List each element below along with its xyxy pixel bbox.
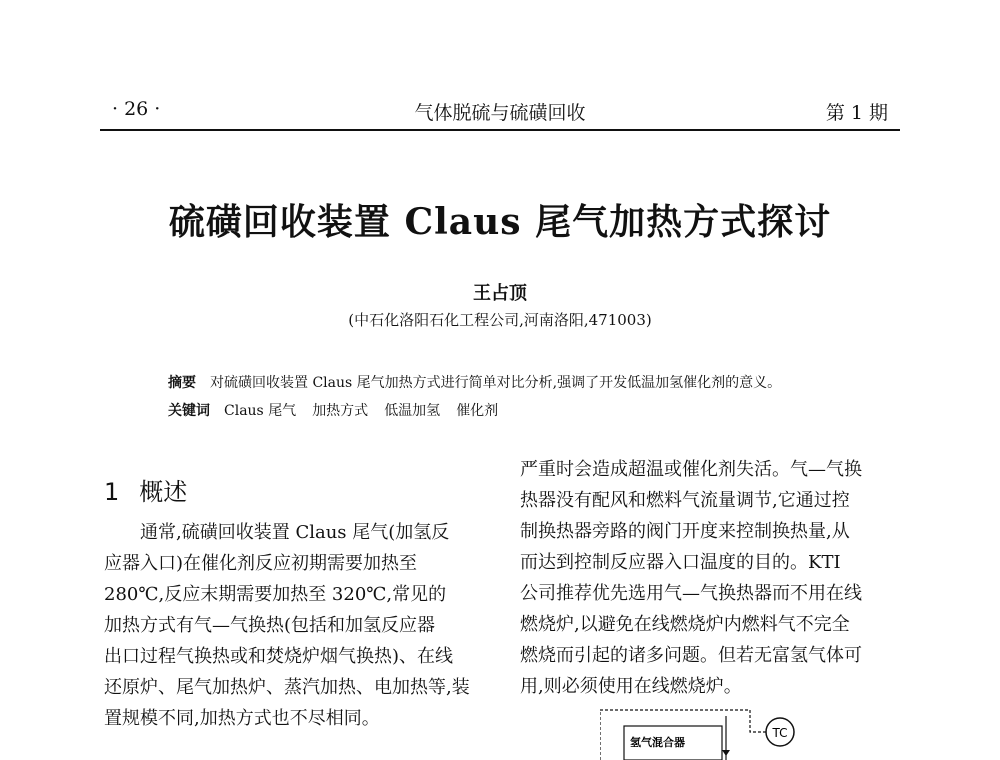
keyword: 低温加氢: [384, 403, 441, 419]
process-diagram: [600, 704, 820, 760]
keyword: 加热方式: [312, 403, 369, 419]
affiliation: (中石化洛阳石化工程公司,河南洛阳,471003): [348, 311, 652, 329]
section-heading: [104, 472, 187, 507]
mixer-label: 氢气混合器: [630, 736, 685, 749]
right-column: [520, 454, 892, 702]
text-line: 还原炉、尾气加热炉、蒸汽加热、电加热等,装: [104, 677, 470, 698]
page-number: · 26 ·: [112, 98, 161, 120]
text-line: 出口过程气换热或和焚烧炉烟气换热)、在线: [104, 646, 454, 667]
keywords-label: 关键词: [168, 403, 210, 419]
text-line: 加热方式有气—气换热(包括和加氢反应器: [104, 615, 436, 636]
abstract-label: 摘要: [168, 375, 196, 391]
arrow-down-icon: [722, 750, 730, 756]
text-line: 用,则必须使用在线燃烧炉。: [520, 676, 742, 697]
abstract: [168, 372, 781, 392]
tc-label: TC: [772, 726, 788, 740]
text-line: 严重时会造成超温或催化剂失活。气—气换: [520, 459, 862, 480]
text-line: 热器没有配风和燃料气流量调节,它通过控: [520, 490, 850, 511]
section-title: 概述: [139, 478, 188, 506]
text-line: 应器入口)在催化剂反应初期需要加热至: [104, 553, 418, 574]
text-line: 而达到控制反应器入口温度的目的。KTI: [520, 552, 841, 573]
header-rule: [100, 129, 900, 131]
text-line: 燃烧炉,以避免在线燃烧炉内燃料气不完全: [520, 614, 850, 635]
author: 王占顶: [473, 283, 527, 304]
keyword: 催化剂: [456, 403, 499, 419]
text-line: 置规模不同,加热方式也不尽相同。: [104, 708, 380, 729]
abstract-text: 对硫磺回收装置 Claus 尾气加热方式进行简单对比分析,强调了开发低温加氢催化剂的意义。: [210, 375, 782, 391]
keyword: Claus 尾气: [224, 403, 297, 419]
section-number: 1: [104, 478, 120, 506]
journal-name: 气体脱硫与硫磺回收: [414, 102, 586, 124]
text-line: 燃烧而引起的诸多问题。但若无富氢气体可: [520, 645, 862, 666]
paper-title: 硫磺回收装置 Claus 尾气加热方式探讨: [168, 201, 832, 243]
text-line: 制换热器旁路的阀门开度来控制换热量,从: [520, 521, 850, 542]
issue-number: 第 1 期: [825, 102, 888, 124]
keywords: [168, 400, 514, 420]
left-column: [104, 517, 476, 734]
text-line: 通常,硫磺回收装置 Claus 尾气(加氢反: [104, 522, 450, 543]
text-line: 公司推荐优先选用气—气换热器而不用在线: [520, 583, 862, 604]
text-line: 280℃,反应末期需要加热至 320℃,常见的: [104, 584, 447, 605]
